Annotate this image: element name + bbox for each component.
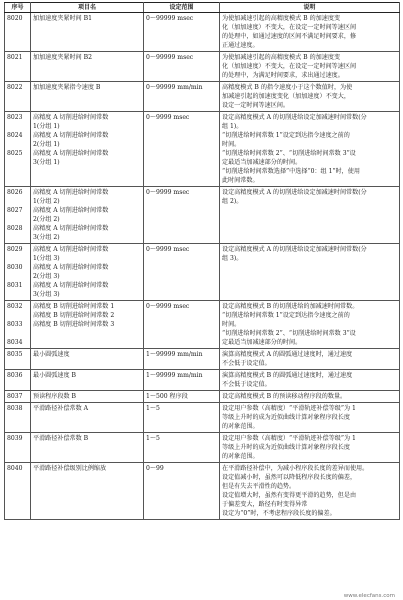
cell-range: 0～9999 msec <box>144 112 220 187</box>
param-name-line: 最小圆弧速度 <box>33 351 70 358</box>
desc-line: 设定为“0”时，不考虑程序段长度的偏差。 <box>222 510 336 517</box>
desc-line: 演算高精度模式 B 的圆弧通过速度时，通过速度 <box>222 372 353 379</box>
cell-range: 1～5 <box>144 433 220 463</box>
cell-range: 1～99999 mm/min <box>144 349 220 370</box>
param-name-line: 高精度 A 切削进给时间常数 <box>33 189 109 196</box>
cell-name <box>31 244 144 301</box>
cell-desc <box>220 52 400 82</box>
desc-line: 等级上升时的成为近似曲线计算对象程序段长度 <box>222 444 350 451</box>
table-row <box>5 187 400 244</box>
param-number: 8020 <box>7 15 23 22</box>
table-row <box>5 244 400 301</box>
param-number: 8029 <box>7 246 23 253</box>
cell-name <box>31 403 144 433</box>
param-name-line: 平滑路径补偿常数 A <box>33 405 89 412</box>
cell-name <box>31 391 144 403</box>
desc-line: “切削进给时间常数 1”设定到达指令速度之前的 <box>222 132 350 139</box>
param-number: 8033 <box>7 321 23 328</box>
param-number: 8040 <box>7 465 23 472</box>
cell-no <box>5 187 31 244</box>
table-row <box>5 463 400 520</box>
desc-line: 的处理中，如通过速度的区间不满足时间要求，修 <box>222 33 357 40</box>
cell-name <box>31 463 144 520</box>
desc-line: 设定高精度模式 A 的切削进给设定加减速时间常数(分 <box>222 114 367 121</box>
cell-range: 0～9999 msec <box>144 187 220 244</box>
desc-line: 设定值增大时，虽然有变得更平滑的趋势，但是由 <box>222 492 357 499</box>
cell-desc <box>220 112 400 187</box>
param-number: 8035 <box>7 351 23 358</box>
desc-line: 定最适当加减速部分的时间。 <box>222 159 302 166</box>
cell-desc <box>220 13 400 52</box>
param-name-line: 高精度 A 切削进给时间常数 <box>33 132 109 139</box>
param-number: 8039 <box>7 435 23 442</box>
param-name-line: 高精度 A 切削进给时间常数 <box>33 114 109 121</box>
cell-range: 1～99999 mm/min <box>144 370 220 391</box>
param-name-line: 最小圆弧速度 B <box>33 372 76 379</box>
param-name-line: 1(分组 2) <box>33 198 60 205</box>
param-number: 8030 <box>7 264 23 271</box>
param-name-line: 2(分组 3) <box>33 273 60 280</box>
desc-line: 正通过速度。 <box>222 42 259 49</box>
param-number: 8036 <box>7 372 23 379</box>
cell-desc <box>220 82 400 112</box>
table-row <box>5 13 400 52</box>
desc-line: 设定高精度模式 B 的切削进给的加减速时间常数。 <box>222 303 359 310</box>
param-name-line <box>33 329 141 338</box>
desc-line: 组 2)。 <box>222 198 243 205</box>
param-number: 8028 <box>7 225 23 232</box>
header-no: 序号 <box>5 3 31 13</box>
desc-line: 演算高精度模式 A 的圆弧通过速度时，通过速度 <box>222 351 353 358</box>
cell-no <box>5 403 31 433</box>
cell-desc <box>220 433 400 463</box>
cell-no <box>5 13 31 52</box>
table-row <box>5 370 400 391</box>
param-name-line: 3(分组 3) <box>33 291 60 298</box>
cell-range: 1～5 <box>144 403 220 433</box>
cell-desc <box>220 187 400 244</box>
cell-desc <box>220 403 400 433</box>
param-number: 8024 <box>7 132 23 139</box>
desc-line: 为使加减速引起的高精度模式 B 的加速度变 <box>222 15 341 22</box>
param-name-line: 高精度 A 切削进给时间常数 <box>33 225 109 232</box>
param-number: 8021 <box>7 54 23 61</box>
param-name-line: 预读程序段数 B <box>33 393 76 400</box>
table-row <box>5 433 400 463</box>
desc-line: 组 3)。 <box>222 255 243 262</box>
param-number: 8038 <box>7 405 23 412</box>
param-name-line: 3(分组 1) <box>33 159 60 166</box>
desc-line: 的对象范围。 <box>222 423 259 430</box>
param-number: 8032 <box>7 303 23 310</box>
desc-line: 组 1)。 <box>222 123 243 130</box>
param-number: 8031 <box>7 282 23 289</box>
cell-name <box>31 112 144 187</box>
cell-no <box>5 52 31 82</box>
cell-no <box>5 463 31 520</box>
param-name-line: 高精度 A 切削进给时间常数 <box>33 207 109 214</box>
desc-line: 设定高精度模式 B 的预读移动程序段的数量。 <box>222 393 347 400</box>
cell-name <box>31 301 144 349</box>
desc-line: 设定用户参数（高精度）“平滑轨迹补偿等级”为 1 <box>222 405 356 412</box>
param-name-line: 高精度 B 切削进给时间常数 1 <box>33 303 115 310</box>
param-name-line: 高精度 A 切削进给时间常数 <box>33 282 109 289</box>
param-name-line: 高精度 B 切削进给时间常数 3 <box>33 321 115 328</box>
desc-line: 高精度模式 B 的指令速度小于这个数值时，为使 <box>222 84 353 91</box>
desc-line: 为使加减速引起的高精度模式 B 的加速度变 <box>222 54 341 61</box>
cell-name <box>31 52 144 82</box>
param-name-line: 1(分组 1) <box>33 123 60 130</box>
cell-name <box>31 82 144 112</box>
desc-line: 设定高精度模式 A 的切削进给设定加减速时间常数(分 <box>222 246 367 253</box>
desc-line: 此时间常数。 <box>222 177 259 184</box>
desc-line: 设定一定时间等速区间。 <box>222 102 290 109</box>
desc-line: “切削进给时间常数 2”、“切削进给时间常数 3”设 <box>222 330 356 337</box>
cell-range: 0～99999 msec <box>144 52 220 82</box>
param-name-line: 3(分组 2) <box>33 234 60 241</box>
cell-name <box>31 370 144 391</box>
header-desc: 说明 <box>220 3 400 13</box>
cell-desc <box>220 391 400 403</box>
desc-line: 但是有失去平滑性的趋势。 <box>222 483 296 490</box>
desc-line: 不会低于设定值。 <box>222 381 271 388</box>
desc-line: 不会低于设定值。 <box>222 360 271 367</box>
param-name-line: 高精度 A 切削进给时间常数 <box>33 264 109 271</box>
desc-line: 设定用户参数（高精度）“平滑轨迹补偿等级”为 1 <box>222 435 356 442</box>
watermark: www.elecfans.com <box>343 593 395 599</box>
table-row <box>5 391 400 403</box>
cell-no <box>5 244 31 301</box>
desc-line: 化（加加速度）不变大，在设定一定时间等速区间 <box>222 63 357 70</box>
cell-no <box>5 370 31 391</box>
header-name: 项目名 <box>31 3 144 13</box>
cell-no <box>5 112 31 187</box>
cell-desc <box>220 301 400 349</box>
table-row <box>5 52 400 82</box>
param-name-line <box>33 167 141 176</box>
param-name-line: 2(分组 1) <box>33 141 60 148</box>
desc-line: “切削进给时间常数选择”中选择“0：组 1”时，使用 <box>222 168 360 175</box>
param-name-line: 平滑路径补偿常数 B <box>33 435 89 442</box>
desc-line: “切削进给时间常数 1”设定到达指令速度之前的 <box>222 312 350 319</box>
desc-line: 的处理中，为满足时间要求，求出通过速度。 <box>222 72 344 79</box>
param-name-line: 加加速度夹紧时间 B1 <box>33 15 93 22</box>
cell-range: 0～99 <box>144 463 220 520</box>
param-number: 8025 <box>7 150 23 157</box>
cell-name <box>31 187 144 244</box>
cell-range: 0～9999 msec <box>144 244 220 301</box>
param-number: 8034 <box>7 339 23 346</box>
desc-line: 时间。 <box>222 321 241 328</box>
cell-no <box>5 349 31 370</box>
table-row <box>5 82 400 112</box>
param-name-line: 高精度 A 切削进给时间常数 <box>33 246 109 253</box>
parameter-table <box>4 2 400 520</box>
param-number: 8026 <box>7 189 23 196</box>
table-body <box>5 13 400 520</box>
cell-no <box>5 433 31 463</box>
param-name-line: 高精度 B 切削进给时间常数 2 <box>33 312 115 319</box>
param-number: 8022 <box>7 84 23 91</box>
desc-line: 加减速引起的加速度变化（加加速度）不变大， <box>222 93 350 100</box>
param-number: 8037 <box>7 393 23 400</box>
desc-line: 设定值减小时，虽然可以降低程序段长度的偏差， <box>222 474 357 481</box>
desc-line: 等级上升时的成为近似曲线计算对象程序段长度 <box>222 414 350 421</box>
cell-no <box>5 82 31 112</box>
cell-desc <box>220 349 400 370</box>
header-range: 设定范围 <box>144 3 220 13</box>
table-header-row <box>5 3 400 13</box>
cell-no <box>5 301 31 349</box>
param-name-line: 2(分组 2) <box>33 216 60 223</box>
desc-line: 在平滑路径补偿中，为减小程序段长度的差异而使用。 <box>222 465 369 472</box>
param-name-line: 平滑路径补偿级别比例缩放 <box>33 465 107 472</box>
cell-name <box>31 433 144 463</box>
param-number: 8027 <box>7 207 23 214</box>
param-name-line: 1(分组 3) <box>33 255 60 262</box>
cell-name <box>31 349 144 370</box>
cell-name <box>31 13 144 52</box>
desc-line: 的对象范围。 <box>222 453 259 460</box>
param-name-line: 加加速度夹紧时间 B2 <box>33 54 93 61</box>
cell-desc <box>220 370 400 391</box>
desc-line: 于偏差变大，路径有时变得异常 <box>222 501 308 508</box>
param-number: 8023 <box>7 114 23 121</box>
table-row <box>5 403 400 433</box>
cell-range: 1～500 程序段 <box>144 391 220 403</box>
desc-line: 时间。 <box>222 141 241 148</box>
desc-line: 设定高精度模式 A 的切削进给设定加减速时间常数(分 <box>222 189 367 196</box>
cell-no <box>5 391 31 403</box>
cell-range: 0～9999 msec <box>144 301 220 349</box>
cell-desc <box>220 244 400 301</box>
cell-desc <box>220 463 400 520</box>
param-name-line: 加加速度夹紧指令速度 B <box>33 84 101 91</box>
param-name-line: 高精度 A 切削进给时间常数 <box>33 150 109 157</box>
table-row <box>5 112 400 187</box>
desc-line: 定最适当加减速部分的时间。 <box>222 339 302 346</box>
cell-range: 0～99999 msec <box>144 13 220 52</box>
table-row <box>5 349 400 370</box>
cell-range: 0～99999 mm/min <box>144 82 220 112</box>
desc-line: 化（加加速度）不变大，在设定一定时间等速区间 <box>222 24 357 31</box>
parameter-table-page <box>4 2 399 520</box>
desc-line: “切削进给时间常数 2”、“切削进给时间常数 3”设 <box>222 150 356 157</box>
table-row <box>5 301 400 349</box>
